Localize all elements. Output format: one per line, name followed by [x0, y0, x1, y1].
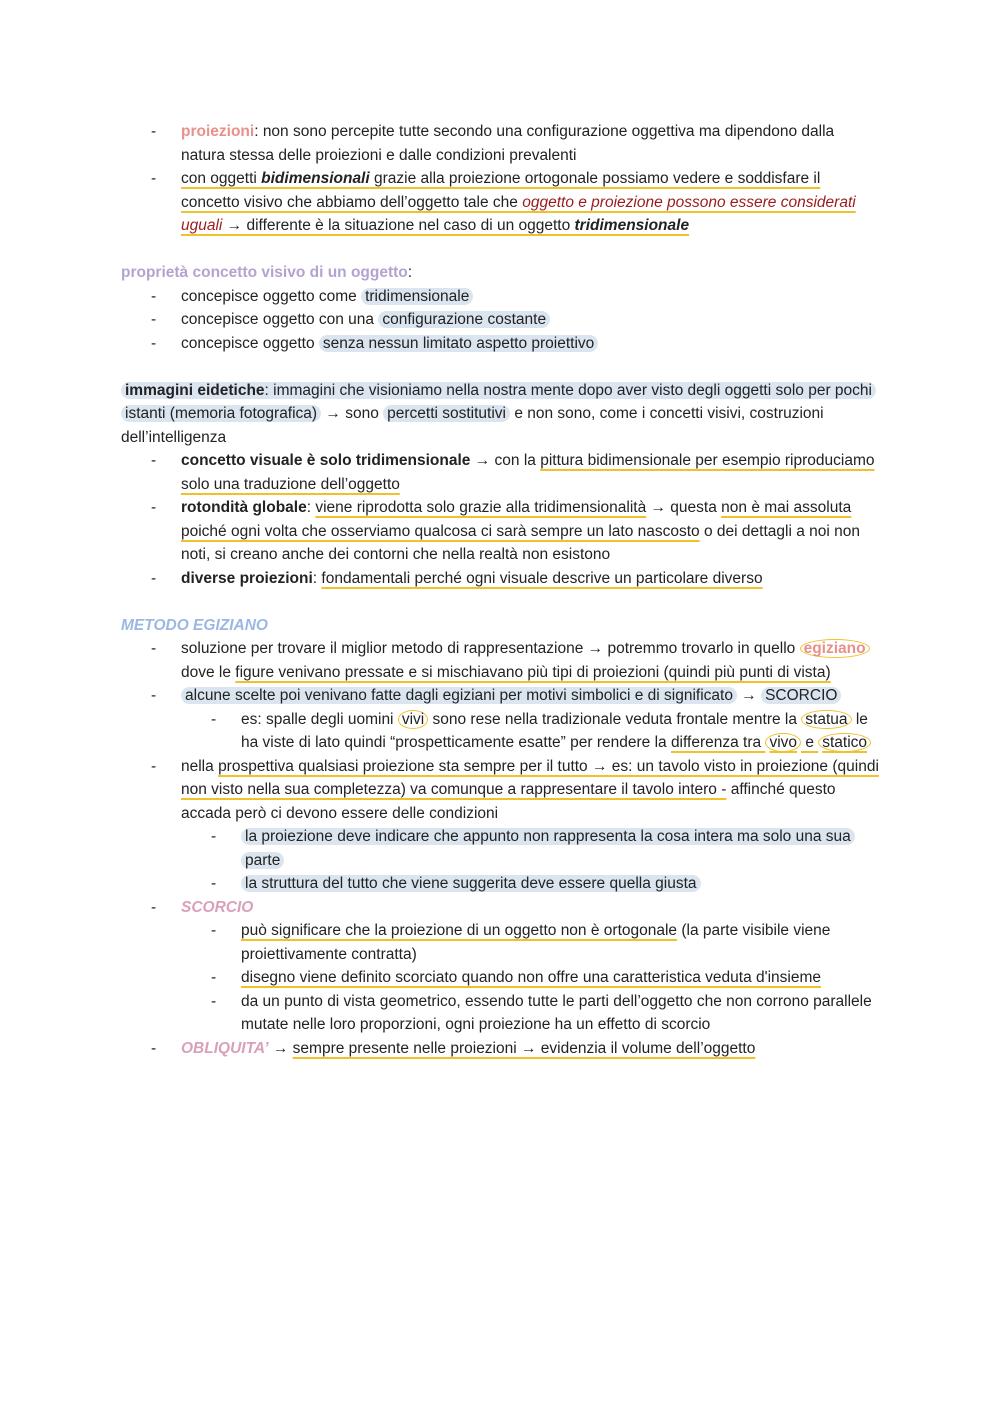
keyword: concetto visuale è solo tridimensionale [181, 452, 471, 469]
text: : [312, 569, 322, 587]
dash: - [151, 170, 157, 187]
highlighted-text: la struttura del tutto che viene suggerita deve essere quella giusta [241, 875, 701, 892]
text: da un punto di vista geometrico, essendo tutte le parti dell’oggetto che non corrono parallele mutate nelle loro proporzioni, ogni proiezione ha un effetto di scorcio [241, 992, 872, 1033]
text: → con la [470, 452, 541, 469]
circled-word: statico [818, 733, 871, 752]
list-item [121, 684, 881, 708]
underlined-text: può significare che la proiezione di un oggetto non è ortogonale [241, 922, 678, 939]
text: e non sono, come i concetti visivi, costruzioni dell’intelligenza [121, 405, 824, 446]
dash: - [151, 452, 157, 469]
text: e [801, 734, 819, 751]
text: : non sono percepite tutte secondo una configurazione oggettiva ma dipendono dalla natura stessa delle proiezioni e dalle condizioni prevalenti [181, 123, 835, 164]
heading-metodo-egiziano [121, 614, 881, 638]
text: o dei dettagli a noi non noti, si creano anche dei contorni che nella realtà non esistono [181, 522, 860, 563]
text: le ha viste di lato quindi “prospetticamente esatte” per rendere la [241, 710, 868, 751]
text: nella [181, 757, 219, 775]
bullet-bidimensionali [121, 167, 881, 238]
dash: - [151, 311, 157, 328]
list-item [121, 449, 881, 496]
list-item [121, 708, 881, 755]
dash: - [151, 640, 157, 657]
underlined-text: viene riprodotta solo grazie alla tridimensionalità [315, 499, 647, 516]
text: concepisce oggetto [181, 334, 319, 352]
keyword-obliquita: OBLIQUITA’ [181, 1039, 269, 1057]
list-item [121, 755, 881, 826]
text: : [306, 499, 316, 516]
underlined-text: pittura bidimensionale per esempio riproduciamo solo una traduzione dell’oggetto [181, 452, 875, 493]
list-item [121, 990, 881, 1037]
dash: - [211, 828, 217, 845]
paragraph-immagini-eidetiche [121, 379, 881, 450]
notes-body [121, 120, 881, 1060]
highlighted-text: la proiezione deve indicare che appunto non rappresenta la cosa intera ma solo una sua parte [241, 828, 855, 869]
highlighted-text: percetti sostitutivi [383, 405, 510, 422]
keyword-bidimensionali: bidimensionali [261, 170, 370, 187]
highlighted-text: SCORCIO [761, 687, 841, 704]
keyword-tridimensionale: tridimensionale [574, 217, 690, 234]
dash: - [151, 898, 157, 916]
keyword: diverse proiezioni [181, 569, 313, 587]
keyword-scorcio: SCORCIO [181, 898, 254, 916]
circled-word: vivo [765, 733, 801, 752]
highlighted-text: alcune scelte poi venivano fatte dagli egiziani per motivi simbolici e di significato [181, 687, 737, 704]
dash: - [211, 922, 217, 939]
text: → questa [646, 499, 722, 516]
dash: - [151, 334, 157, 352]
list-item [121, 496, 881, 567]
text: con oggetti [181, 170, 262, 187]
heading-proprieta [121, 261, 881, 285]
dash: - [151, 757, 157, 775]
keyword-proiezioni: proiezioni [181, 123, 255, 140]
highlighted-text: : immagini che visioniamo nella nostra mente dopo aver visto degli oggetti solo per pochi istanti (memoria fotografica) [125, 381, 872, 422]
dash: - [211, 992, 217, 1010]
underlined-text: prospettiva qualsiasi proiezione sta sempre per il tutto → es: un tavolo visto in proiezione (quindi non visto nella sua completezza) va comunque a rappresentare il tavolo intero - [181, 757, 879, 798]
list-item [121, 966, 881, 990]
dash: - [211, 875, 217, 892]
text: sono rese nella tradizionale veduta frontale mentre la [428, 710, 802, 728]
circled-word: statua [801, 710, 851, 729]
text: dove le [181, 663, 236, 681]
underlined-text: figure venivano pressate e si mischiavano più tipi di proiezioni (quindi più punti di vista) [235, 663, 831, 681]
bullet-proiezioni [121, 120, 881, 167]
red-italic-text: oggetto e proiezione possono essere considerati uguali [181, 193, 856, 234]
text: → [736, 687, 762, 704]
list-item-obliquita [121, 1037, 881, 1061]
underlined-text: non è mai assoluta poiché ogni volta che osserviamo qualcosa ci sarà sempre un lato nascosto [181, 499, 852, 540]
dash: - [211, 969, 217, 986]
list-item [121, 285, 881, 309]
text: → [268, 1039, 293, 1057]
section-heading: proprietà concetto visivo di un oggetto [121, 264, 408, 281]
underlined-text: fondamentali perché ogni visuale descrive un particolare diverso [321, 569, 763, 587]
highlighted-text: tridimensionale [361, 288, 473, 305]
dash: - [151, 1039, 157, 1057]
circled-word: vivi [398, 710, 428, 729]
section-heading: METODO EGIZIANO [121, 616, 268, 634]
text: es: spalle degli uomini [241, 710, 398, 728]
highlighted-text: configurazione costante [378, 311, 550, 328]
circled-keyword: egiziano [800, 639, 870, 658]
text: → differente è la situazione nel caso di un oggetto [222, 217, 575, 234]
list-item-scorcio [121, 896, 881, 920]
text: (la parte visibile viene proiettivamente contratta) [241, 922, 831, 963]
list-item [121, 919, 881, 966]
underlined-text: differenza tra [670, 734, 766, 751]
list-item [121, 332, 881, 356]
dash: - [151, 287, 157, 305]
underlined-text: sempre presente nelle proiezioni → evidenzia il volume dell’oggetto [292, 1039, 756, 1057]
text: affinché questo accada però ci devono essere delle condizioni [181, 781, 836, 822]
list-item [121, 308, 881, 332]
text: : [407, 264, 413, 281]
dash: - [151, 123, 157, 140]
keyword: rotondità globale [181, 499, 307, 516]
keyword-immagini-eidetiche: immagini eidetiche [125, 381, 265, 399]
dash: - [211, 710, 217, 728]
dash: - [151, 499, 157, 516]
text: grazie alla proiezione ortogonale possiamo vedere e soddisfare il concetto visivo che abbiamo dell’oggetto tale che [181, 170, 821, 211]
highlighted-text: senza nessun limitato aspetto proiettivo [319, 335, 598, 352]
text: soluzione per trovare il miglior metodo di rappresentazione → potremmo trovarlo in quello [181, 640, 800, 657]
list-item [121, 637, 881, 684]
list-item [121, 567, 881, 591]
text: → sono [321, 405, 384, 422]
dash: - [151, 569, 157, 587]
text: concepisce oggetto come [181, 287, 362, 305]
underlined-text: disegno viene definito scorciato quando non offre una caratteristica veduta d'insieme [241, 969, 821, 986]
list-item [121, 872, 881, 896]
text: concepisce oggetto con una [181, 311, 379, 328]
dash: - [151, 687, 157, 704]
list-item [121, 825, 881, 872]
